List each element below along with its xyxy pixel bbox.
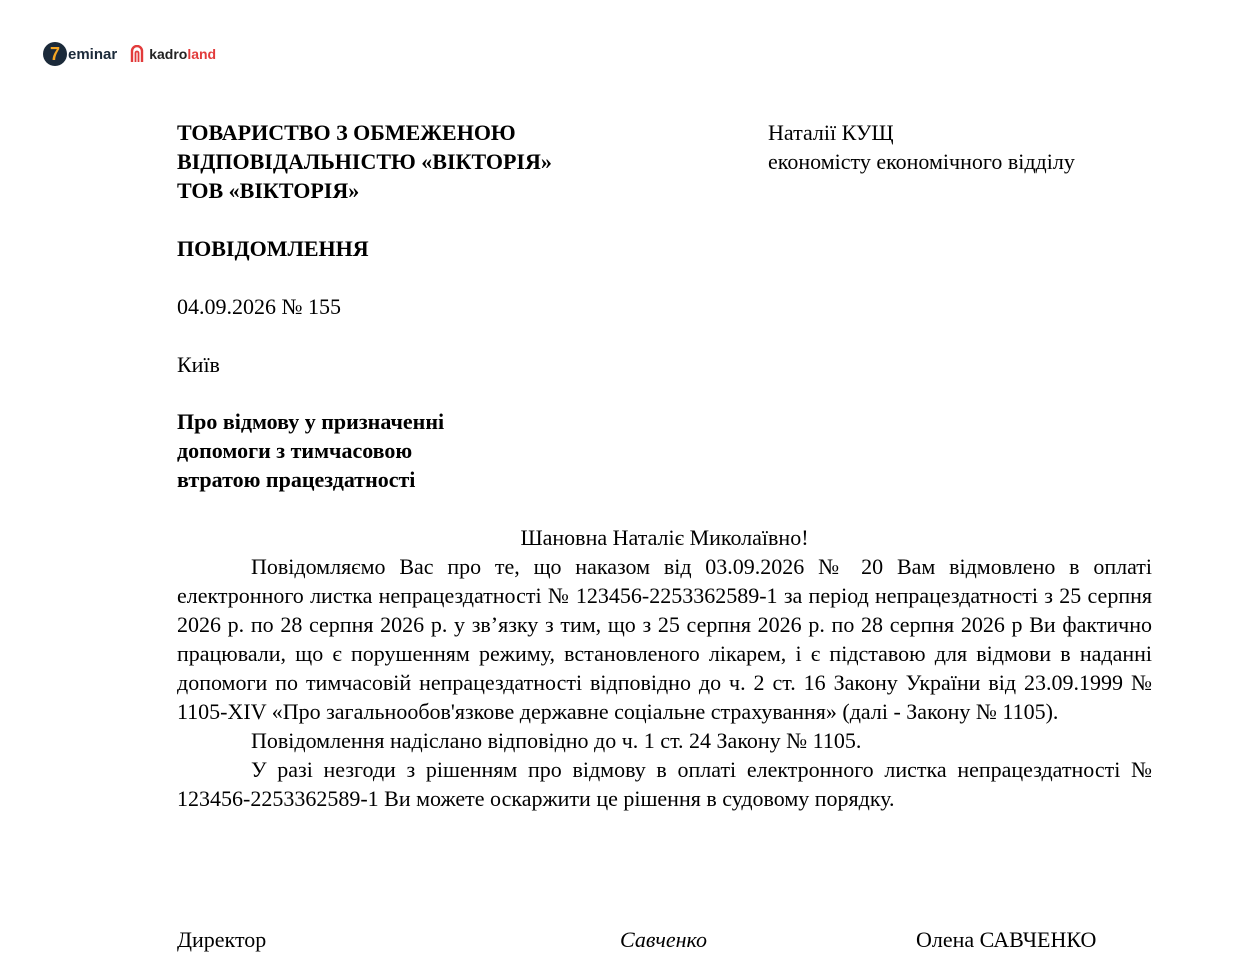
logos [43,40,216,68]
recipient-position: економісту економічного відділу [768,149,1075,174]
organization-short-name: ТОВ «ВІКТОРІЯ» [177,178,360,203]
recipient-name: Наталії КУЩ [768,120,894,145]
7eminar-logo [43,42,117,66]
document-subject [177,407,444,494]
7eminar-logo-text: eminar [68,45,118,63]
body-paragraph: Повідомляємо Вас про те, що наказом від 03.09.2026 № 20 Вам відмовлено в оплаті електронного листка непрацездатності № 123456-2253362589-1 за період непрацездатності з 25 серпня 2026 р. по 28 серпня 2026 р. у зв’язку з тим, що з 25 серпня 2026 р. по 28 серпня 2026 р Ви фактично працювали, що є порушенням режиму, встановленого лікарем, і є підставою для відмови в наданні допомоги по тимчасовій непрацездатності відповідно до ч. 2 ст. 16 Закону України від 23.09.1999 № 1105-XIV «Про загальнообов'язкове державне соціальне страхування» (далі - Закону № 1105). [177,554,1152,724]
kadroland-logo-icon [129,45,145,63]
document-title: ПОВІДОМЛЕННЯ [177,236,369,261]
subject-line: втратою працездатності [177,467,416,492]
recipient [768,118,1075,176]
body-paragraph: Повідомлення надіслано відповідно до ч. 1 ст. 24 Закону № 1105. [251,728,862,753]
organization-line: ВІДПОВІДАЛЬНІСТЮ «ВІКТОРІЯ» [177,149,552,174]
organization-name [177,118,552,205]
signatory-position: Директор [177,927,267,952]
body-paragraph: У разі незгоди з рішенням про відмову в оплаті електронного листка непрацездатності № 123456-2253362589-1 Ви можете оскаржити це рішення в судовому порядку. [177,757,1152,811]
signature: Савченко [620,927,708,952]
document-date-number: 04.09.2026 № 155 [177,294,341,319]
document-city: Київ [177,352,220,377]
organization-line: ТОВАРИСТВО З ОБМЕЖЕНОЮ [177,120,516,145]
subject-line: допомоги з тимчасовою [177,438,413,463]
kadroland-logo [129,45,216,63]
kadroland-logo-text-b: land [187,46,217,62]
letter-body [177,552,1152,813]
salutation: Шановна Наталіє Миколаївно! [520,525,809,550]
subject-line: Про відмову у призначенні [177,409,445,434]
7eminar-logo-icon: 7 [43,42,67,66]
kadroland-logo-text-a: kadro [149,46,188,62]
signatory-name: Олена САВЧЕНКО [916,927,1097,952]
